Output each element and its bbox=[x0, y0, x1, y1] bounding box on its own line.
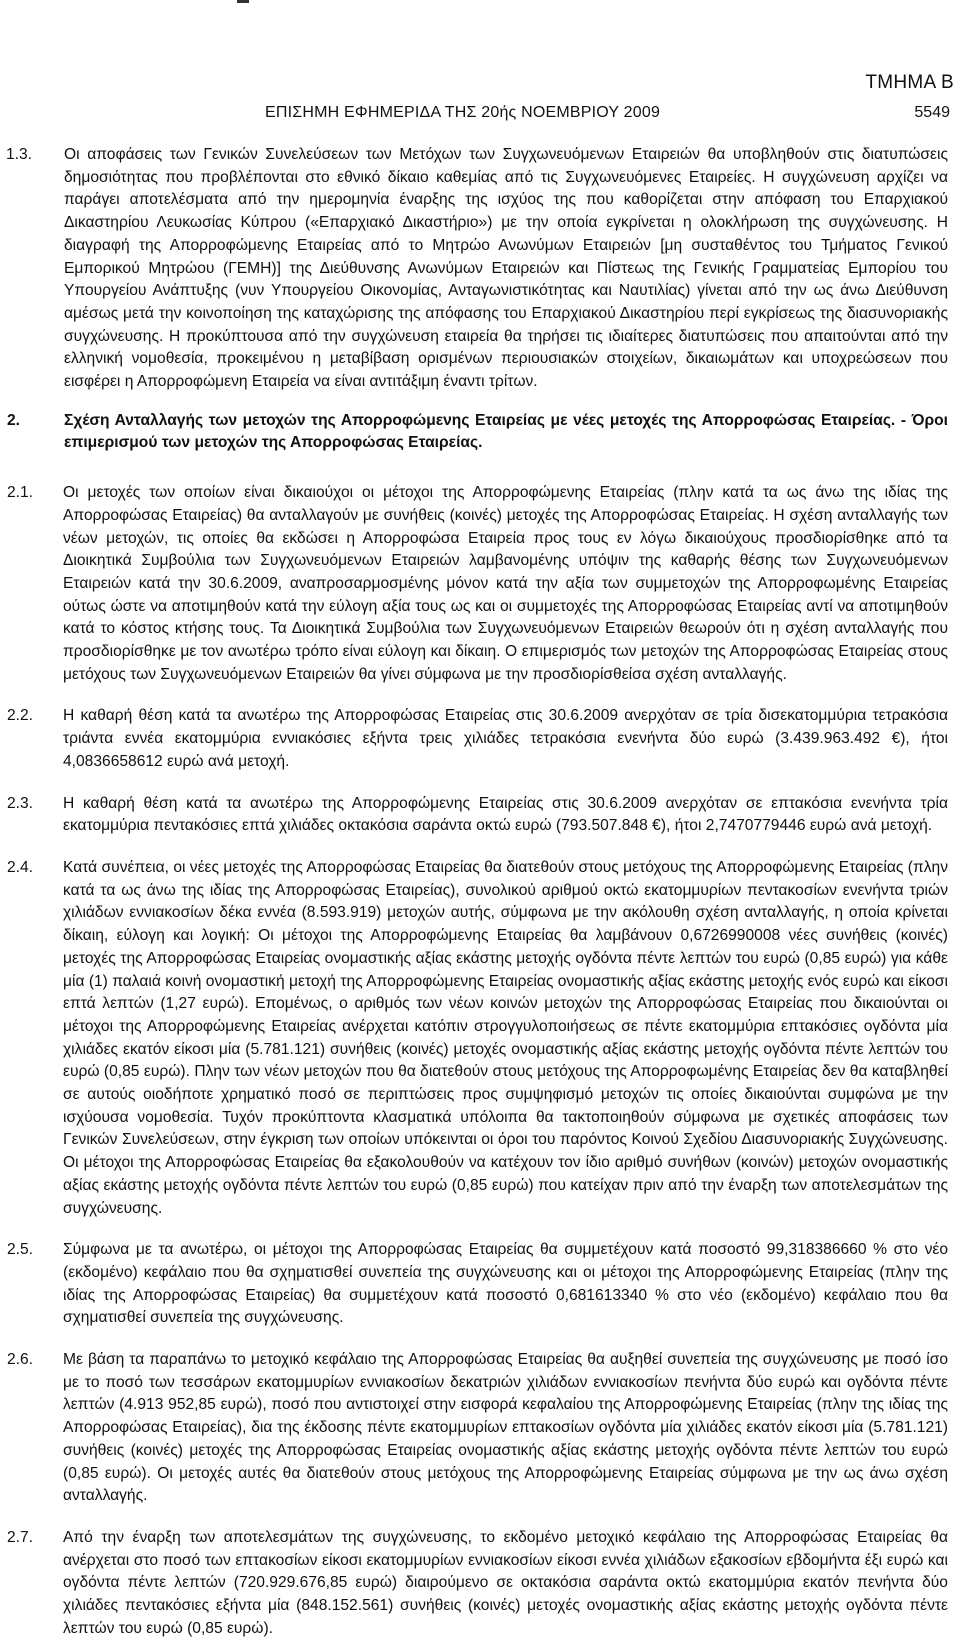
section-heading-text: Σχέση Ανταλλαγής των μετοχών της Απορροφώμενης Εταιρείας με νέες μετοχές της Απορροφώσας Εταιρείας. - Όροι επιμερισμού των μετοχών της Απορροφώσας Εταιρείας. bbox=[64, 411, 948, 452]
gazette-title: ΕΠΙΣΗΜΗ ΕΦΗΜΕΡΙΔΑ ΤΗΣ 20ής ΝΟΕΜΒΡΙΟΥ 2009 bbox=[265, 104, 661, 121]
running-header bbox=[0, 104, 960, 128]
paragraph-2-4 bbox=[0, 857, 948, 1220]
paragraph-text: Η καθαρή θέση κατά τα ανωτέρω της Απορροφώσας Εταιρείας στις 30.6.2009 ανερχόταν σε τρία δισεκατομμύρια τετρακόσια τριάντα εννέα εκατομμύρια εννιακόσιες εξήντα τρεις χιλιάδες τετρακόσια ενενήντα δύο ευρώ (3.439.963.492 €), ήτοι 4,0836658612 ευρώ ανά μετοχή. bbox=[63, 707, 948, 770]
paragraph-2-5 bbox=[0, 1239, 948, 1330]
paragraph-text: Κατά συνέπεια, οι νέες μετοχές της Απορροφώσας Εταιρείας θα διατεθούν στους μετόχους της Απορροφώμενης Εταιρείας (πλην κατά τα ως άνω της ιδίας της Απορροφώσας Εταιρείας), συνολικού αριθμού οκτώ εκατομμυρίων πεντακοσίων ενενήντα τριών χιλιάδων εννιακοσίων δέκα εννέα (8.593.919) μετοχών αυτής, σύμφωνα με την ακόλουθη σχέση ανταλλαγής, η οποία κρίνεται δίκαιη, εύλογη και λογική: Οι μέτοχοι της Απορροφώμενης Εταιρείας θα λαμβάνουν 0,6726990008 νέες συνήθεις (κοινές) μετοχές της Απορροφώσας Εταιρείας ονομαστικής αξίας εκάστης μετοχής ογδόντα πέντε λεπτών του ευρώ (0,85 ευρώ) για κάθε μία (1) παλαιά κοινή ονομαστική μετοχή της Απορροφώμενης Εταιρείας ονομαστικής αξίας εκάστης μετοχής ενός ευρώ και είκοσι επτά λεπτών (1,27 ευρώ). Επομένως, ο αριθμός των νέων κοινών μετοχών της Απορροφώσας Εταιρείας που δικαιούνται οι μέτοχοι της Απορροφώμενης Εταιρείας ανέρχεται κατόπιν στρογγυλοποιήσεως σε πέντε εκατομμύρια επτακόσιες ογδόντα μία χιλιάδες εκατόν είκοσι μία (5.781.121) συνήθεις (κοινές) μετοχές ονομαστικής αξίας εκάστης μετοχής ογδόντα πέντε λεπτών του ευρώ (0,85 ευρώ). Πλην των νέων μετοχών που θα διατεθούν στους μετόχους της Απορροφωμένης Εταιρείας δεν θα καταβληθεί σε αυτούς οιοδήποτε χρηματικό ποσό σε περιπτώσεις προς συμψηφισμό μετοχών τις οποίες δικαιούνται συμφώνα με την ισχύουσα νομοθεσία. Τυχόν προκύπτοντα κλασματικά υπόλοιπα θα τακτοποιηθούν σύμφωνα με σχετικές αποφάσεις των Γενικών Συνελεύσεων, στην έγκριση των οποίων υπόκεινται οι όροι του παρόντος Κοινού Σχεδίου Διασυνοριακής Συγχώνευσης. Οι μέτοχοι της Απορροφώσας Εταιρείας θα εξακολουθούν να κατέχουν τον ίδιο αριθμό συνήθων (κοινών) μετοχών ονομαστικής αξίας εκάστης μετοχής ογδόντα πέντε λεπτών του ευρώ (0,85 ευρώ) που κατείχαν πριν από την έναρξη των αποτελεσμάτων της συγχώνευσης. bbox=[63, 858, 948, 1217]
paragraph-number: 2.2. bbox=[7, 707, 34, 725]
paragraph-2-2 bbox=[0, 705, 948, 773]
section-label: ΤΜΗΜΑ Β bbox=[865, 72, 954, 93]
paragraph-2-1 bbox=[0, 482, 948, 686]
paragraph-text: Σύμφωνα με τα ανωτέρω, οι μέτοχοι της Απορροφώσας Εταιρείας θα συμμετέχουν κατά ποσοστό 99,318386660 % στο νέο (εκδομένο) κεφάλαιο που θα σχηματισθεί συνεπεία της συγχώνευσης και οι μέτοχοι της Απορροφώμενης Εταιρείας (πλην της ιδίας της Απορροφώσας Εταιρείας) θα συμμετέχουν κατά ποσοστό 0,681613340 % στο νέο (εκδομένο) κεφάλαιο που θα σχηματισθεί συνεπεία της συγχώνευσης. bbox=[63, 1241, 948, 1327]
section-number: 2. bbox=[7, 411, 21, 429]
paragraph-2-7 bbox=[0, 1527, 948, 1640]
paragraph-2-6 bbox=[0, 1349, 948, 1508]
paragraph-number: 2.1. bbox=[7, 484, 34, 502]
paragraph-number: 1.3. bbox=[6, 146, 33, 163]
document-body bbox=[0, 144, 960, 1640]
paragraph-text: Οι μετοχές των οποίων είναι δικαιούχοι οι μέτοχοι της Απορροφώμενης Εταιρείας (πλην κατά τα ως άνω της ιδίας της Απορροφώσας Εταιρείας) θα ανταλλαγούν με συνήθεις (κοινές) μετοχές της Απορροφώσας Εταιρείας. Η σχέση ανταλλαγής των νέων μετοχών, τις οποίες θα εκδώσει η Απορροφώσα Εταιρεία προς τους εν λόγω δικαιούχους προσδιορίσθηκε από τα Διοικητικά Συμβούλια των Συγχωνευόμενων Εταιρειών λαμβανομένης υπόψιν της καθαρής θέσης των Συγχωνευόμενων Εταιρειών κατά την 30.6.2009, αναπροσαρμοσμένης μόνον κατά την αξία των συμμετοχών της Απορροφωμένης Εταιρείας ούτως ώστε να αποτιμηθούν κατά την εύλογη αξία τους ως και οι συμμετοχές της Απορροφώσας Εταιρείας αντί να αποτιμηθούν κατά το κόστος κτήσης τους. Τα Διοικητικά Συμβούλια των Συγχωνευόμενων Εταιρειών θεωρούν ότι η σχέση ανταλλαγής που προσδιορίσθηκε με τον ανωτέρω τρόπο είναι εύλογη και δίκαιη. Ο επιμερισμός των μετοχών της Απορροφώσας Εταιρείας στους μετόχους των Συγχωνευόμενων Εταιρειών θα γίνει σύμφωνα με την προσδιορίσθείσα σχέση ανταλλαγής. bbox=[63, 484, 948, 683]
paragraph-number: 2.5. bbox=[7, 1241, 34, 1259]
paragraph-number: 2.6. bbox=[7, 1351, 34, 1369]
paragraph-text: Με βάση τα παραπάνω το μετοχικό κεφάλαιο της Απορροφώσας Εταιρείας θα αυξηθεί συνεπεία της συγχώνευσης με ποσό ίσο με το ποσό των τεσσάρων εκατομμυρίων εννιακοσίων δεκατριών χιλιάδων εννιακοσίων πενήντα δύο ευρώ και ογδόντα πέντε λεπτών (4.913 952,85 ευρώ), ποσό που αντιστοιχεί στην εισφορά κεφαλαίου της Απορροφώμενης Εταιρείας (πλην της ιδίας της Απορροφώσας Εταιρείας), δια της έκδοσης πέντε εκατομμυρίων επτακοσίων ογδόντα μία χιλιάδες εκατόν είκοσι μία (5.781.121) συνήθεις (κοινές) μετοχές της Απορροφώσας Εταιρείας ονομαστικής αξίας εκάστης μετοχής ογδόντα πέντε λεπτών του ευρώ (0,85 ευρώ). Οι μετοχές αυτές θα διατεθούν στους μετόχους της Απορροφώμενης Εταιρείας σύμφωνα με την ως άνω σχέση ανταλλαγής. bbox=[63, 1351, 948, 1505]
top-edge-mark bbox=[237, 0, 249, 3]
paragraph-number: 2.7. bbox=[7, 1528, 34, 1546]
paragraph-text: Οι αποφάσεις των Γενικών Συνελεύσεων των Μετόχων των Συγχωνευόμενων Εταιρειών θα υποβληθούν στις διατυπώσεις δημοσιότητας που προβλέπονται στο εθνικό δίκαιο καθεμίας από τις Συγχωνευόμενες Εταιρείες. Η συγχώνευση αρχίζει να παράγει αποτελέσματα από την ημερομηνία έναρξης της ισχύος της που καθορίζεται στην απόφαση του Επαρχιακού Δικαστηρίου Λευκωσίας Κύπρου («Επαρχιακό Δικαστήριο») με την οποία εγκρίνεται η ολοκλήρωση της συγχώνευσης. Η διαγραφή της Απορροφώμενης Εταιρείας από το Μητρώο Ανωνύμων Εταιρειών [μη συσταθέντος του Τμήματος Γενικού Εμπορικού Μητρώου (ΓΕΜΗ)] της Διεύθυνσης Ανωνύμων Εταιρειών και Πίστεως της Γενικής Γραμματείας Εμπορίου του Υπουργείου Ανάπτυξης (νυν Υπουργείου Οικονομίας, Ανταγωνιστικότητας και Ναυτιλίας) γίνεται από την ως άνω Διεύθυνση αμέσως μετά την κοινοποίηση της καταχώρισης της απόφασης του Επαρχιακού Δικαστηρίου περί εγκρίσεως της διασυνοριακής συγχώνευσης. Η προκύπτουσα από την συγχώνευση εταιρεία θα τηρήσει τις ιδιαίτερες διατυπώσεις που απαιτούνται από την ελληνική νομοθεσία, προκειμένου η μεταβίβαση ορισμένων περιουσιακών στοιχείων, δικαιωμάτων και υποχρεώσεων που εισφέρει η Απορροφώμενη Εταιρεία να είναι αντιτάξιμη έναντι τρίτων. bbox=[64, 146, 948, 391]
paragraph-2-3 bbox=[0, 793, 948, 838]
paragraph-number: 2.3. bbox=[7, 794, 34, 812]
paragraph-number: 2.4. bbox=[7, 858, 34, 876]
paragraph-1-3 bbox=[0, 144, 948, 394]
section-2-heading bbox=[0, 410, 948, 455]
paragraph-text: Από την έναρξη των αποτελεσμάτων της συγχώνευσης, το εκδομένο μετοχικό κεφάλαιο της Απορροφώσας Εταιρείας θα ανέρχεται στο ποσό των επτακοσίων είκοσι εκατομμυρίων εννιακοσίων είκοσι εννέα χιλιάδων εξακοσίων εβδομήντα έξι ευρώ και ογδόντα πέντε λεπτών (720.929.676,85 ευρώ) διαιρούμενο σε οκτακόσια σαράντα οκτώ εκατομμύρια εκατόν πενήντα δύο χιλιάδες πεντακόσιες εξήντα μία (848.152.561) συνήθεις (κοινές) μετοχές ονομαστικής αξίας εκάστης μετοχής ογδόντα πέντε λεπτών του ευρώ (0,85 ευρώ). bbox=[63, 1528, 948, 1637]
page-number: 5549 bbox=[914, 104, 950, 121]
paragraph-text: Η καθαρή θέση κατά τα ανωτέρω της Απορροφώμενης Εταιρείας στις 30.6.2009 ανερχόταν σε επτακόσια ενενήντα τρία εκατομμύρια πεντακόσιες επτά χιλιάδες οκτακόσια σαράντα οκτώ ευρώ (793.507.848 €), ήτοι 2,7470779446 ευρώ ανά μετοχή. bbox=[63, 794, 948, 835]
